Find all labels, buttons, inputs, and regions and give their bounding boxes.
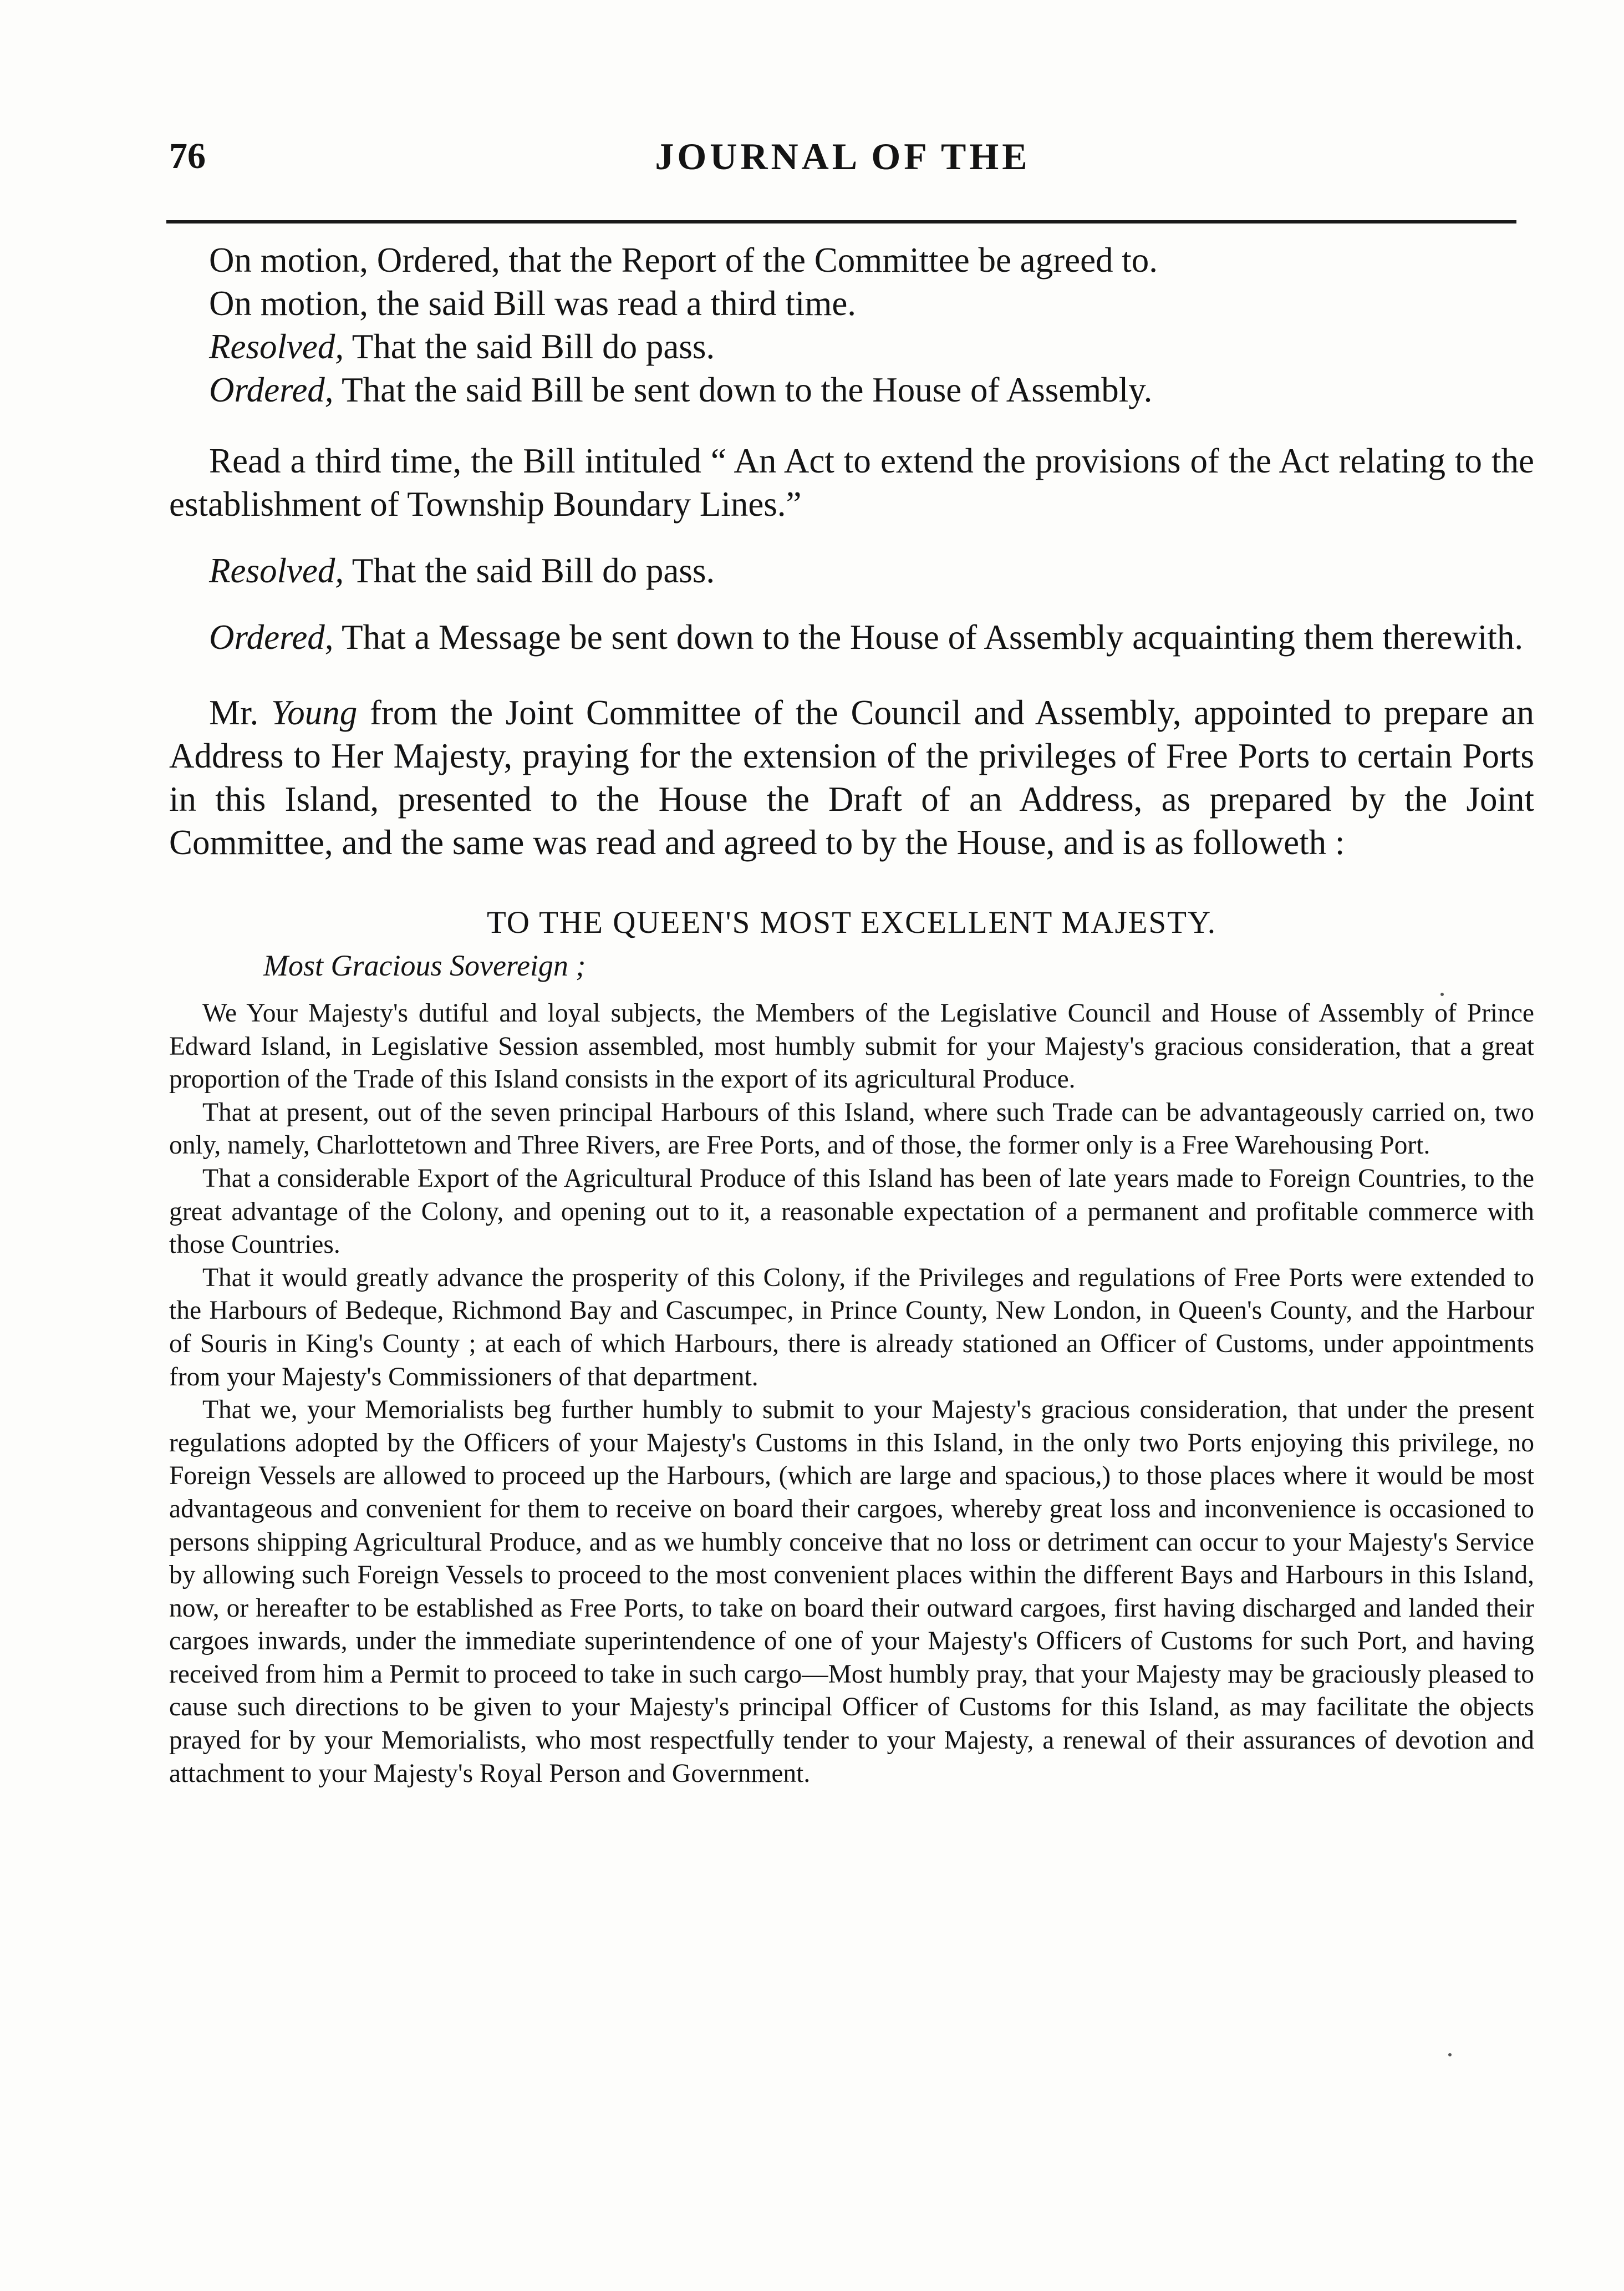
ordered-text: That the said Bill be sent down to the House of Assembly. [333,370,1153,409]
motion-third-reading: On motion, the said Bill was read a third time. [209,284,857,323]
address-paragraph-3: That a considerable Export of the Agricultural Produce of this Island has been of late years made to Foreign Countries, to the great advantage of the Colony, and opening out to it, a reasonable expectation of a permanent and profitable commerce with those Countries. [169,1164,1534,1259]
resolved-bill-pass-2 [169,549,1534,592]
resolved-label-2: Resolved, [209,551,344,590]
ordered-message-paragraph [169,616,1534,659]
print-speck [1440,993,1444,996]
young-report-paragraph [169,691,1534,864]
address-paragraph-5: That we, your Memorialists beg further humbly to submit to your Majesty's gracious consideration, that under the present regulations adopted by the Officers of your Majesty's Customs in this Island, in the only two Ports enjoying this privilege, no Foreign Vessels are allowed to proceed up the Harbours, (which are large and spacious,) to those places where it would be most advantageous and convenient for them to receive on board their cargoes, whereby great loss and inconvenience is occasioned to persons shipping Agricultural Produce, and as we humbly conceive that no loss or detriment can occur to your Majesty's Service by allowing such Foreign Vessels to proceed to the most convenient places within the different Bays and Harbours in this Island, now, or hereafter to be established as Free Ports, to take on board their outward cargoes, first having discharged and landed their cargoes inwards, under the immediate superintendence of one of your Majesty's Officers of Customs for such Port, and having received from him a Permit to proceed to take in such cargo—Most humbly pray, that your Majesty may be graciously pleased to cause such directions to be given to your Majesty's principal Officer of Customs for this Island, as may facilitate the objects prayed for by your Memorialists, who most respectfully tender to your Majesty, a renewal of their assurances of devotion and attachment to your Majesty's Royal Person and Government. [169,1395,1534,1788]
third-reading-paragraph: Read a third time, the Bill intituled “ An Act to extend the provisions of the Act relating to the establishment of Township Boundary Lines.” [169,441,1534,524]
address-paragraph-1: We Your Majesty's dutiful and loyal subjects, the Members of the Legislative Council and House of Assembly of Prince Edward Island, in Legislative Session assembled, most humbly submit for your Majesty's gracious consideration, that a great proportion of the Trade of this Island consists in the export of its agricultural Produce. [169,999,1534,1094]
motion-report-agreed: On motion, Ordered, that the Report of the Committee be agreed to. [209,241,1158,280]
address-paragraph-4: That it would greatly advance the prosperity of this Colony, if the Privileges and regulations of Free Ports were extended to the Harbours of Bedeque, Richmond Bay and Cascumpec, in Prince County, New London, in Queen's County, and the Harbour of Souris in King's County ; at each of which Harbours, there is already stationed an Officer of Customs, under appointments from your Majesty's Commissioners of that department. [169,1263,1534,1391]
page-number: 76 [169,136,206,176]
resolved-text-2: That the said Bill do pass. [344,551,715,590]
resolved-bill-pass [169,325,1534,368]
ordered-text-2: That a Message be sent down to the House of Assembly acquainting them therewith. [333,618,1524,657]
address-title: TO THE QUEEN'S MOST EXCELLENT MAJESTY. [486,905,1217,940]
header-rule [166,220,1516,223]
ordered-label: Ordered, [209,370,334,409]
address-paragraph-2: That at present, out of the seven principal Harbours of this Island, where such Trade can be advantageously carried on, two only, namely, Charlottetown and Three Rivers, are Free Ports, and of those, the former only is a Free Warehousing Port. [169,1098,1534,1160]
young-prefix: Mr. [209,693,271,732]
ordered-sent-down [169,368,1534,412]
journal-body [169,238,1534,1790]
print-speck [1448,2053,1452,2056]
resolved-label: Resolved, [209,327,344,366]
resolved-text: That the said Bill do pass. [344,327,715,366]
ordered-label-2: Ordered, [209,618,334,657]
page-header [169,129,1516,184]
running-head: JOURNAL OF THE [655,135,1031,177]
young-name: Young [271,693,358,732]
address-salutation: Most Gracious Sovereign ; [263,949,586,982]
young-text: from the Joint Committee of the Council and Assembly, appointed to prepare an Address to Her Majesty, praying for the extension of the privileges of Free Ports to certain Ports in this Island, presented to the House the Draft of an Address, as prepared by the Joint Committee, and the same was read and agreed to by the House, and is as followeth : [169,693,1534,862]
